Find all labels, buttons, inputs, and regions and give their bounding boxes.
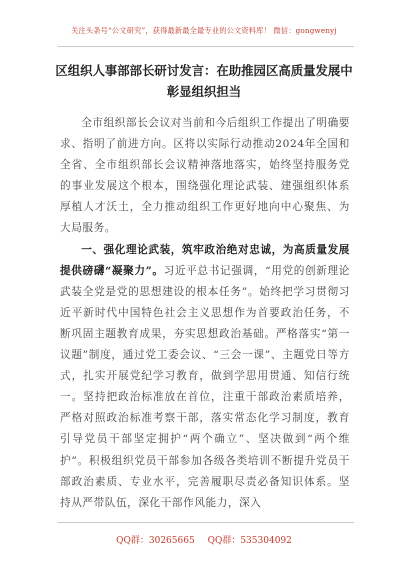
section-1-heading: 一、强化理论武装，筑牢政治绝对忠诚，为高质量发展提供磅礴“凝聚力”。 [60, 243, 350, 277]
header-divider [58, 46, 354, 47]
qq-group-1: QQ群：30265665 [116, 536, 195, 546]
section-1-paragraph [60, 240, 350, 514]
header-banner: 关注头条号“公文研究”，获得最新最全最专业的公文资料库！ 微信：gongwenyj [71, 26, 337, 35]
qq-group-2: QQ群：535304092 [207, 536, 292, 546]
section-1-text: 习近平总书记强调，“用党的创新理论武装全党是党的思想建设的根本任务”。始终把学习贯彻习近平新时代中国特色社会主义思想作为首要政治任务，不断巩固主题教育成果，夯实思想政治基础。严格落实“第一议题”制度，通过党工委会议、“三会一课”、主题党日等方式，扎实开展党纪学习教育，做到学思用贯通、知信行统一。坚持把政治标准放在首位，注重干部政治素质培养，严格对照政治标准考察干部，落实常态化学习制度，教育引导党员干部坚定拥护“两个确立”、坚决做到“两个维护”。积极组织党员干部参加各级各类培训不断提升党员干部政治素质、专业水平，完善履职尽责必备知识体系。坚持从严带队伍，深化干部作风能力，深入 [60, 264, 350, 509]
document-body [60, 113, 350, 514]
document-title: 区组织人事部部长研讨发言：在助推园区高质量发展中彰显组织担当 [55, 63, 353, 99]
footer-divider [58, 522, 354, 523]
intro-paragraph: 全市组织部长会议对当前和今后组织工作提出了明确要求、指明了前进方向。区将以实际行动推动2024年全国和全省、全市组织部长会议精神落地落实，始终坚持服务党的事业发展这个根本，围绕强化理论武装、建强组织体系厚植人才沃土，全力推动组织工作更好地向中心聚焦、为大局服务。 [60, 117, 350, 235]
footer-contact [0, 533, 408, 546]
